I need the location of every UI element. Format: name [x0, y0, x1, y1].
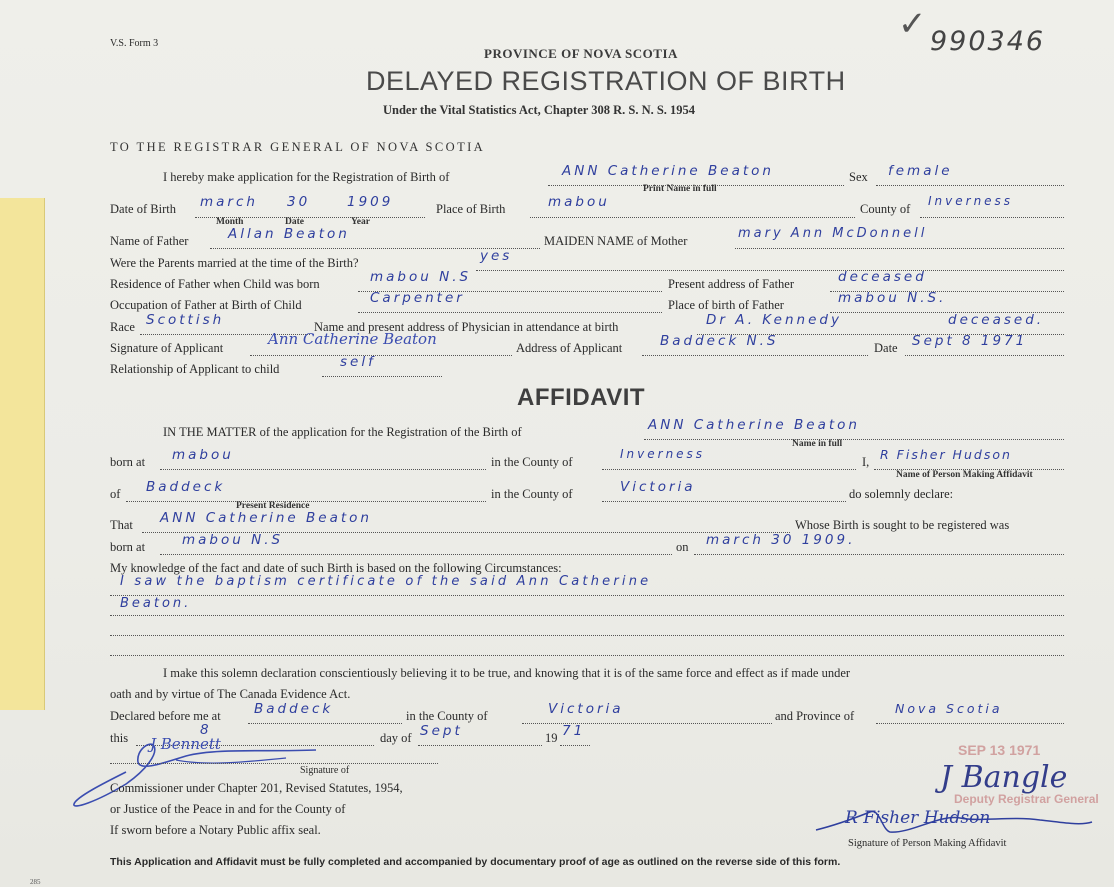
year-line	[560, 745, 590, 746]
month-line	[418, 745, 542, 746]
father-residence-field[interactable]: mabou N.S	[370, 269, 472, 285]
race-field[interactable]: Scottish	[146, 312, 225, 328]
declared-county-label: in the County of	[406, 709, 488, 723]
day-of-label: day of	[380, 731, 412, 745]
province-field[interactable]: Nova Scotia	[895, 701, 1003, 716]
county-label: County of	[860, 202, 911, 216]
father-pob-label: Place of birth of Father	[668, 298, 784, 312]
declarant-signature: R Fisher Hudson	[845, 808, 991, 828]
dob-label: Date of Birth	[110, 202, 176, 216]
province-heading: PROVINCE OF NOVA SCOTIA	[484, 46, 678, 61]
page-title: DELAYED REGISTRATION OF BIRTH	[366, 66, 846, 96]
declared-label: Declared before me at	[110, 709, 221, 723]
physician-label: Name and present address of Physician in attendance at birth	[314, 320, 619, 334]
province-label: and Province of	[775, 709, 855, 723]
address-line	[642, 355, 868, 356]
date-label: Date	[874, 341, 898, 355]
matter-line	[644, 439, 1064, 440]
sex-field[interactable]: female	[888, 163, 953, 179]
father-pob-field[interactable]: mabou N.S.	[838, 290, 947, 306]
declarant-field[interactable]: R Fisher Hudson	[880, 447, 1012, 462]
person-signature-label: Signature of Person Making Affidavit	[848, 838, 1007, 849]
father-residence-label: Residence of Father when Child was born	[110, 277, 320, 291]
i-label: I,	[862, 455, 870, 469]
date-line	[905, 355, 1064, 356]
circumstance-line-2	[110, 615, 1064, 616]
place-line	[530, 217, 855, 218]
that-name-field[interactable]: ANN Catherine Beaton	[160, 510, 372, 526]
sex-label: Sex	[849, 170, 868, 184]
sex-line	[876, 185, 1064, 186]
circumstance-line-3	[110, 635, 1064, 636]
residence-field[interactable]: Baddeck	[146, 479, 226, 495]
born-at-label: born at	[110, 455, 146, 469]
day-field[interactable]: 8	[200, 722, 212, 738]
year-hint: Year	[351, 217, 370, 227]
born-at-line	[160, 469, 486, 470]
commissioner-sig-line	[110, 763, 438, 764]
born-at2-line	[160, 554, 672, 555]
registrar-stamp: Deputy Registrar General	[954, 792, 1099, 806]
married-field[interactable]: yes	[480, 248, 513, 264]
address-label: Address of Applicant	[516, 341, 623, 355]
justice-label: or Justice of the Peace in and for the County of	[110, 802, 346, 816]
father-present-label: Present address of Father	[668, 277, 795, 291]
declared-at-line	[248, 723, 402, 724]
in-county-label: in the County of	[491, 455, 573, 469]
footer-note: This Application and Affidavit must be fully completed and accompanied by documentary proof of age as outlined on the reverse side of this form.	[110, 856, 841, 868]
residence-hint: Present Residence	[236, 501, 310, 511]
physician-status-field[interactable]: deceased.	[948, 312, 1045, 328]
mother-field[interactable]: mary Ann McDonnell	[738, 226, 928, 241]
print-name-hint: Print Name in full	[643, 184, 717, 194]
declared-county-field[interactable]: Victoria	[548, 701, 624, 717]
applicant-signature-label: Signature of Applicant	[110, 341, 224, 355]
subtitle: Under the Vital Statistics Act, Chapter 308 R. S. N. S. 1954	[383, 103, 696, 117]
commissioner-signature: J Bennett	[150, 735, 221, 753]
dob-month-field[interactable]: march	[200, 194, 258, 210]
intro-label: I hereby make application for the Registration of Birth of	[163, 170, 450, 184]
occupation-field[interactable]: Carpenter	[370, 290, 465, 306]
month-hint: Month	[216, 217, 244, 227]
father-present-field[interactable]: deceased	[838, 269, 927, 285]
name-in-full-hint: Name in full	[792, 439, 843, 449]
relationship-line	[322, 376, 442, 377]
born-at2-field[interactable]: mabou N.S	[182, 532, 284, 548]
county-field[interactable]: Inverness	[928, 194, 1014, 208]
year-field[interactable]: 71	[562, 723, 586, 739]
of-label: of	[110, 487, 121, 501]
form-number: V.S. Form 3	[110, 38, 159, 49]
on-label: on	[676, 540, 689, 554]
father-field[interactable]: Allan Beaton	[228, 226, 350, 242]
married-line	[476, 270, 1064, 271]
addressee-line: TO THE REGISTRAR GENERAL OF NOVA SCOTIA	[110, 140, 486, 154]
affidavit-heading: AFFIDAVIT	[517, 384, 646, 411]
commissioner-label: Commissioner under Chapter 201, Revised Statutes, 1954,	[110, 781, 403, 795]
place-label: Place of Birth	[436, 202, 506, 216]
circumstance-field-2[interactable]: Beaton.	[120, 596, 192, 611]
county-line	[920, 217, 1064, 218]
occupation-line	[358, 312, 662, 313]
circumstance-field-1[interactable]: I saw the baptism certificate of the said Ann Catherine	[120, 574, 652, 589]
matter-label: IN THE MATTER of the application for the Registration of the Birth of	[163, 425, 522, 439]
on-line	[694, 554, 1064, 555]
date-hint: Date	[285, 217, 304, 227]
relationship-label: Relationship of Applicant to child	[110, 362, 280, 376]
address-field[interactable]: Baddeck N.S	[660, 333, 779, 349]
res-county-label: in the County of	[491, 487, 573, 501]
father-label: Name of Father	[110, 234, 189, 248]
occupation-label: Occupation of Father at Birth of Child	[110, 298, 302, 312]
relationship-field[interactable]: self	[340, 354, 376, 370]
affidavit-child-name-field[interactable]: ANN Catherine Beaton	[648, 417, 860, 433]
solemn-line-2: oath and by virtue of The Canada Evidence Act.	[110, 687, 351, 701]
circumstance-line-1	[110, 595, 1064, 596]
whose-label: Whose Birth is sought to be registered was	[795, 518, 1010, 532]
registrar-signature: J Bangle	[940, 760, 1068, 795]
check-mark-icon: ✓	[898, 6, 927, 43]
print-code: 285	[30, 878, 41, 886]
county-field-line	[602, 469, 856, 470]
married-label: Were the Parents married at the time of the Birth?	[110, 256, 359, 270]
declared-at-field[interactable]: Baddeck	[254, 701, 334, 717]
date-field[interactable]: Sept 8 1971	[912, 333, 1028, 349]
race-label: Race	[110, 320, 135, 334]
declare-label: do solemnly declare:	[849, 487, 954, 501]
month-field[interactable]: Sept	[420, 723, 463, 739]
dob-year-field[interactable]: 1909	[347, 194, 394, 210]
place-field[interactable]: mabou	[548, 194, 610, 210]
born-at-field[interactable]: mabou	[172, 447, 234, 463]
received-stamp-date: SEP 13 1971	[958, 742, 1041, 758]
physician-field[interactable]: Dr A. Kennedy	[706, 312, 842, 328]
knowledge-label: My knowledge of the fact and date of such Birth is based on the following Circumstances:	[110, 561, 562, 575]
that-label: That	[110, 518, 133, 532]
applicant-signature-line	[250, 355, 512, 356]
on-date-field[interactable]: march 30 1909.	[706, 532, 856, 548]
res-county-line	[602, 501, 846, 502]
circumstance-line-4	[110, 655, 1064, 656]
notary-label: If sworn before a Notary Public affix seal.	[110, 823, 321, 837]
solemn-line-1: I make this solemn declaration conscientiously believing it to be true, and knowing that it is of the same force and effect as if made under	[163, 666, 851, 680]
registration-number: 990346	[930, 26, 1046, 57]
dob-date-field[interactable]: 30	[287, 194, 311, 210]
yellow-attachment-tab	[0, 198, 45, 710]
child-name-field[interactable]: ANN Catherine Beaton	[562, 163, 774, 179]
province-line	[876, 723, 1064, 724]
res-county-field[interactable]: Victoria	[620, 479, 696, 495]
signature-of-label: Signature of	[300, 765, 350, 776]
this-label: this	[110, 731, 129, 745]
born-at2-label: born at	[110, 540, 146, 554]
affidavit-county-field[interactable]: Inverness	[620, 447, 706, 461]
mother-line	[735, 248, 1064, 249]
applicant-signature[interactable]: Ann Catherine Beaton	[268, 330, 437, 348]
declarant-hint: Name of Person Making Affidavit	[896, 470, 1033, 480]
mother-label: MAIDEN NAME of Mother	[544, 234, 688, 248]
year-prefix: 19	[545, 731, 558, 745]
declared-county-line	[522, 723, 772, 724]
